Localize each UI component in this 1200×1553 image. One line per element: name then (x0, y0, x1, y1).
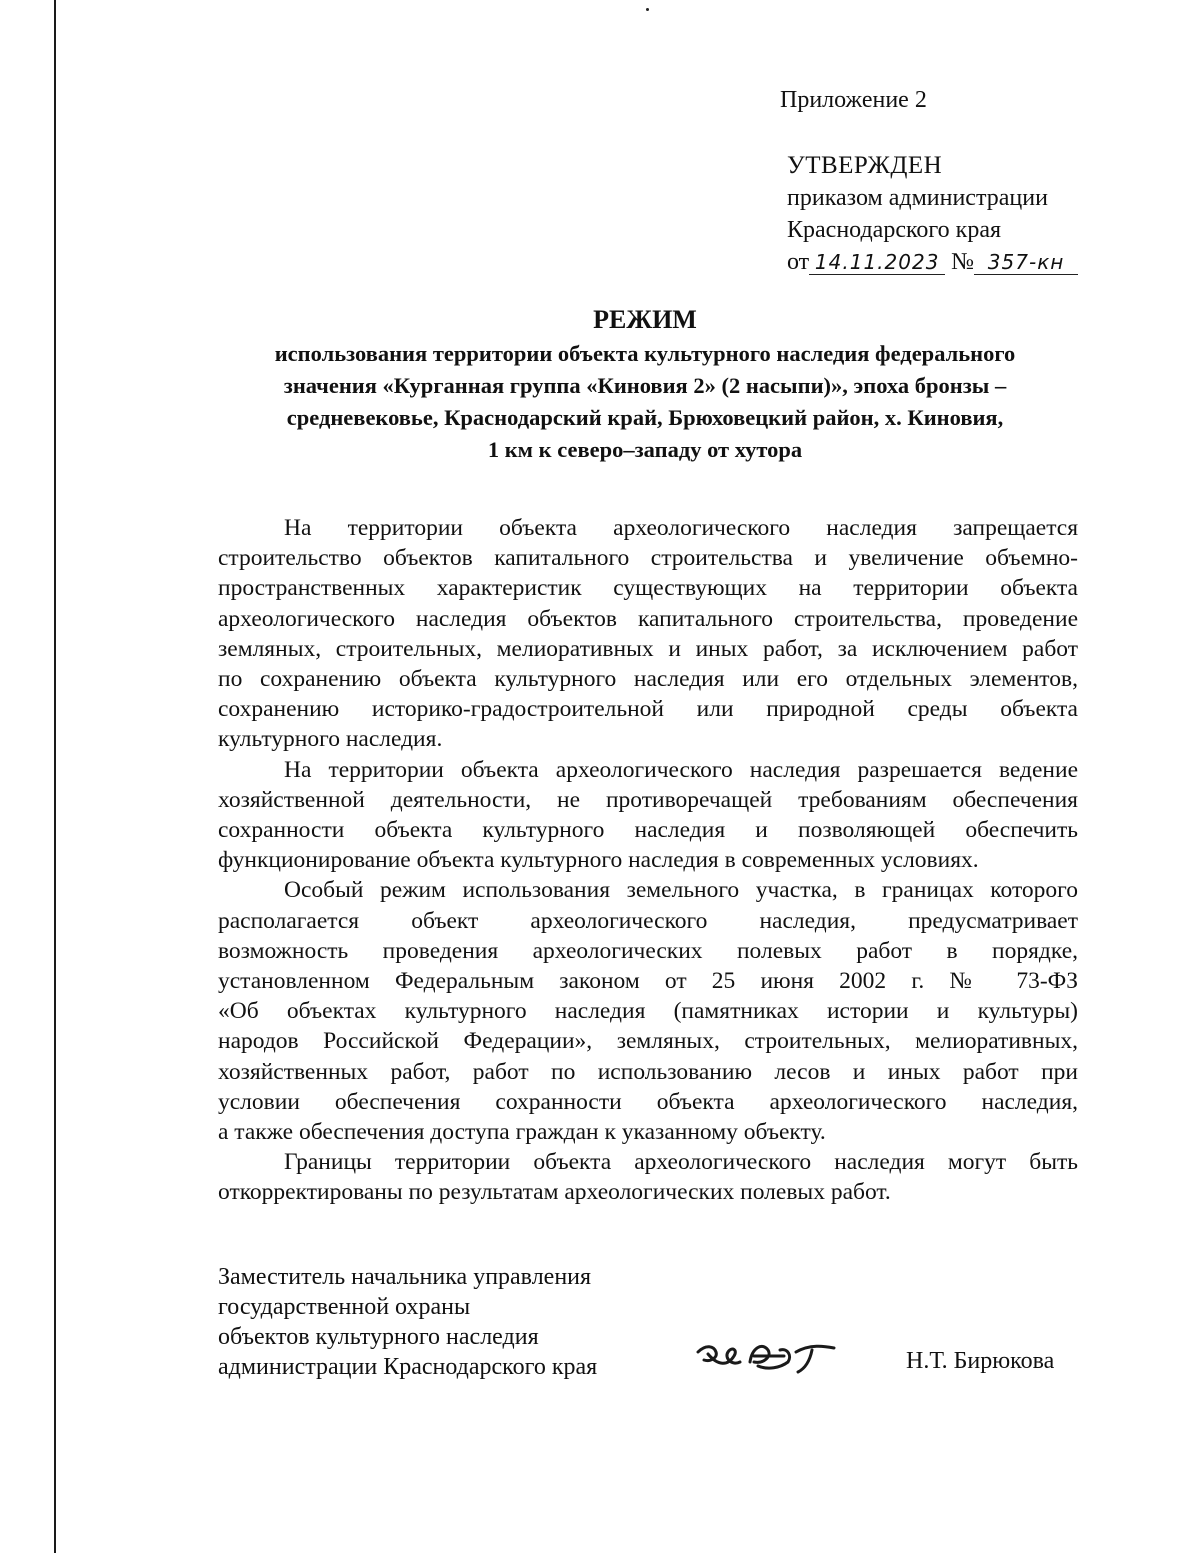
paragraph-prohibitions (218, 513, 1078, 755)
order-prefix: от (787, 249, 810, 275)
paragraph-permissions (218, 755, 1078, 876)
text-line: располагается объект археологического наследия, предусматривает (218, 907, 1078, 934)
text-line: строительство объектов капитального строительства и увеличение объемно- (218, 545, 1078, 572)
order-number-sign: № (951, 249, 975, 275)
text-line: функционирование объекта культурного наследия в современных условиях. (218, 847, 979, 874)
text-line: На территории объекта археологического наследия разрешается ведение (284, 756, 1078, 783)
text-line: Границы территории объекта археологического наследия могут быть (284, 1149, 1078, 1176)
text-line: откорректированы по результатам археологических полевых работ. (218, 1179, 891, 1206)
signer-position (218, 1262, 597, 1382)
text-line: по сохранению объекта культурного наследия или его отдельных элементов, (218, 666, 1078, 693)
appendix-label: Приложение 2 (780, 87, 927, 113)
text-line: культурного наследия. (218, 726, 443, 753)
approved-stamp-text: УТВЕРЖДЕН (787, 152, 943, 179)
text-line: Особый режим использования земельного участка, в границах которого (284, 877, 1078, 904)
text-line: пространственных характеристик существующих на территории объекта (218, 575, 1078, 602)
text-line: условии обеспечения сохранности объекта археологического наследия, (218, 1088, 1078, 1115)
text-line: установленном Федеральным законом от 25 июня 2002 г. № 73-ФЗ (218, 968, 1078, 995)
subtitle-line: средневековье, Краснодарский край, Брюховецкий район, х. Киновия, (286, 405, 1004, 430)
document-body (218, 513, 1078, 1208)
text-line: народов Российской Федерации», земляных, строительных, мелиоративных, (218, 1028, 1078, 1055)
paragraph-boundaries (218, 1147, 1078, 1207)
signer-position-line: государственной охраны (218, 1294, 471, 1320)
text-line: сохранению историко-градостроительной или природной среды объекта (218, 696, 1078, 723)
text-line: а также обеспечения доступа граждан к указанному объекту. (218, 1119, 826, 1146)
text-line: возможность проведения археологических полевых работ в порядке, (218, 937, 1078, 964)
text-line: На территории объекта археологического наследия запрещается (284, 515, 1078, 541)
approved-by-line-2: Краснодарского края (787, 217, 1002, 243)
document-subtitle (200, 338, 1090, 466)
approved-by-line-1: приказом администрации (787, 185, 1048, 211)
paragraph-special-regime (218, 875, 1078, 1147)
text-line: археологического наследия объектов капитального строительства, проведение (218, 605, 1078, 632)
text-line: хозяйственной деятельности, не противоречащей требованиям обеспечения (218, 786, 1078, 813)
scan-edge-line (54, 0, 56, 1553)
signer-position-line: администрации Краснодарского края (218, 1354, 598, 1380)
order-line (787, 246, 1117, 278)
text-line: земляных, строительных, мелиоративных и иных работ, за исключением работ (218, 635, 1078, 662)
signer-position-line: объектов культурного наследия (218, 1324, 539, 1350)
subtitle-line: использования территории объекта культурного наследия федерального (274, 341, 1016, 366)
order-date-handwritten: 14.11.2023 (809, 250, 945, 275)
signer-name: Н.Т. Бирюкова (906, 1348, 1055, 1374)
signer-position-line: Заместитель начальника управления (218, 1264, 592, 1290)
text-line: сохранности объекта культурного наследия и позволяющей обеспечить (218, 817, 1078, 844)
scan-speck (646, 8, 649, 11)
document-title: РЕЖИМ (593, 305, 697, 334)
order-number-handwritten: 357-кн (974, 250, 1078, 275)
subtitle-line: 1 км к северо–западу от хутора (487, 437, 803, 462)
approval-block (787, 150, 1117, 278)
subtitle-line: значения «Курганная группа «Киновия 2» (2 насыпи)», эпоха бронзы – (283, 373, 1007, 398)
text-line: «Об объектах культурного наследия (памятниках истории и культуры) (218, 998, 1078, 1025)
handwritten-signature (692, 1332, 852, 1382)
text-line: хозяйственных работ, работ по использованию лесов и иных работ при (218, 1058, 1078, 1085)
